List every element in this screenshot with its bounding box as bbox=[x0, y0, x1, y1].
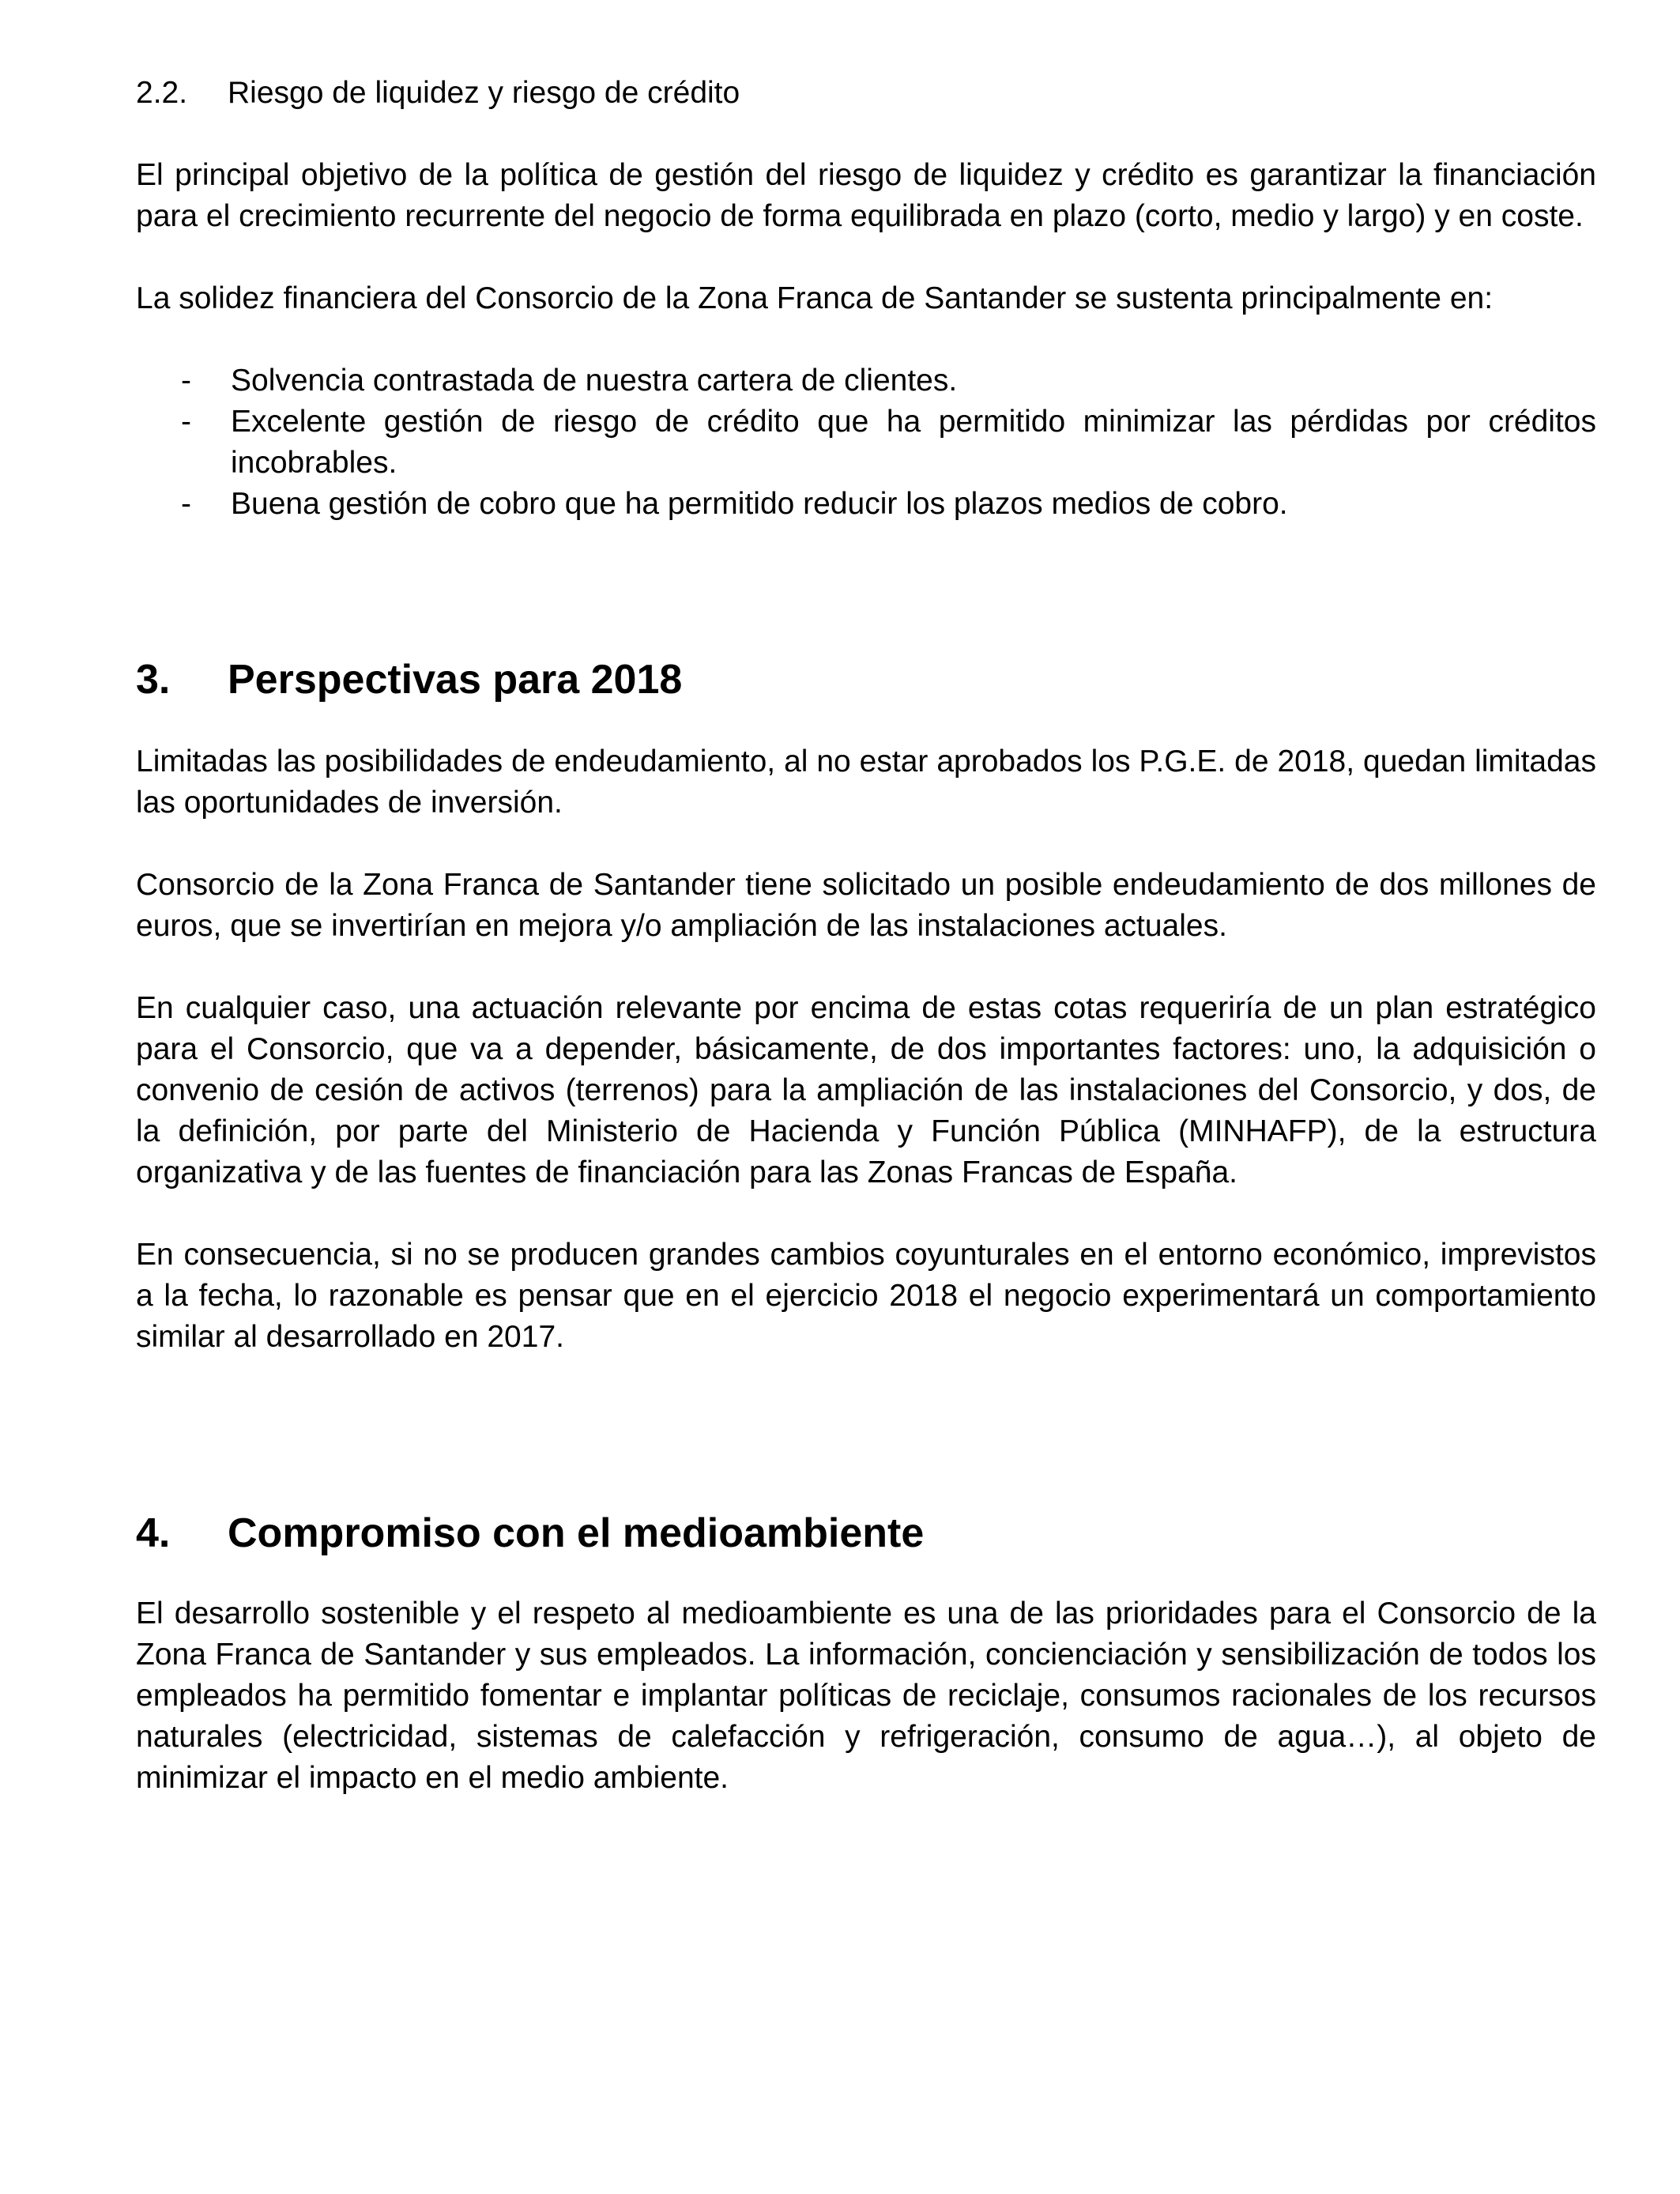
section-2-2-paragraph-1: El principal objetivo de la política de gestión del riesgo de liquidez y crédito es garantizar la financiación para el crecimiento recurrente del negocio de forma equilibrada en plazo (corto, medio y largo) y en coste. bbox=[136, 158, 1596, 233]
section-2-2-bullet-list bbox=[136, 360, 1596, 525]
section-4-title: Compromiso con el medioambiente bbox=[228, 1510, 925, 1556]
section-4-number: 4. bbox=[136, 1510, 171, 1556]
bullet-marker: - bbox=[181, 364, 191, 398]
section-3-title: Perspectivas para 2018 bbox=[228, 657, 683, 703]
section-2-2-heading bbox=[136, 73, 1596, 114]
bullet-text: Excelente gestión de riesgo de crédito que ha permitido minimizar las pérdidas por créditos incobrables. bbox=[231, 405, 1596, 480]
bullet-marker: - bbox=[181, 405, 191, 439]
section-3-paragraph-1: Limitadas las posibilidades de endeudamiento, al no estar aprobados los P.G.E. de 2018, quedan limitadas las oportunidades de inversión. bbox=[136, 745, 1596, 820]
document-page bbox=[136, 73, 1596, 1799]
section-2-2-number: 2.2. bbox=[136, 76, 188, 110]
bullet-text: Solvencia contrastada de nuestra cartera de clientes. bbox=[231, 364, 958, 398]
list-item bbox=[136, 401, 1596, 484]
section-3-paragraph-4: En consecuencia, si no se producen grandes cambios coyunturales en el entorno económico, imprevistos a la fecha, lo razonable es pensar que en el ejercicio 2018 el negocio experimentará un comportamiento similar al desarrollado en 2017. bbox=[136, 1238, 1596, 1354]
bullet-text: Buena gestión de cobro que ha permitido reducir los plazos medios de cobro. bbox=[231, 487, 1288, 521]
list-item bbox=[136, 484, 1596, 525]
section-3-paragraph-3: En cualquier caso, una actuación relevante por encima de estas cotas requeriría de un plan estratégico para el Consorcio, que va a depender, básicamente, de dos importantes factores: uno, la adquisición o convenio de cesión de activos (terrenos) para la ampliación de las instalaciones del Consorcio, y dos, de la definición, por parte del Ministerio de Hacienda y Función Pública (MINHAFP), de la estructura organizativa y de las fuentes de financiación para las Zonas Francas de España. bbox=[136, 991, 1596, 1189]
section-2-2-title: Riesgo de liquidez y riesgo de crédito bbox=[228, 76, 740, 110]
section-3-number: 3. bbox=[136, 657, 171, 703]
section-4-paragraph-1: El desarrollo sostenible y el respeto al medioambiente es una de las prioridades para el Consorcio de la Zona Franca de Santander y sus empleados. La información, concienciación y sensibilización de todos los empleados ha permitido fomentar e implantar políticas de reciclaje, consumos racionales de los recursos naturales (electricidad, sistemas de calefacción y refrigeración, consumo de agua…), al objeto de minimizar el impacto en el medio ambiente. bbox=[136, 1596, 1596, 1795]
section-2-2-paragraph-2: La solidez financiera del Consorcio de la Zona Franca de Santander se sustenta principalmente en: bbox=[136, 281, 1494, 315]
list-item bbox=[136, 360, 1596, 401]
section-3-heading bbox=[136, 654, 1596, 705]
section-4-heading bbox=[136, 1508, 1596, 1559]
bullet-marker: - bbox=[181, 487, 191, 521]
section-3-paragraph-2: Consorcio de la Zona Franca de Santander tiene solicitado un posible endeudamiento de dos millones de euros, que se invertirían en mejora y/o ampliación de las instalaciones actuales. bbox=[136, 868, 1596, 943]
